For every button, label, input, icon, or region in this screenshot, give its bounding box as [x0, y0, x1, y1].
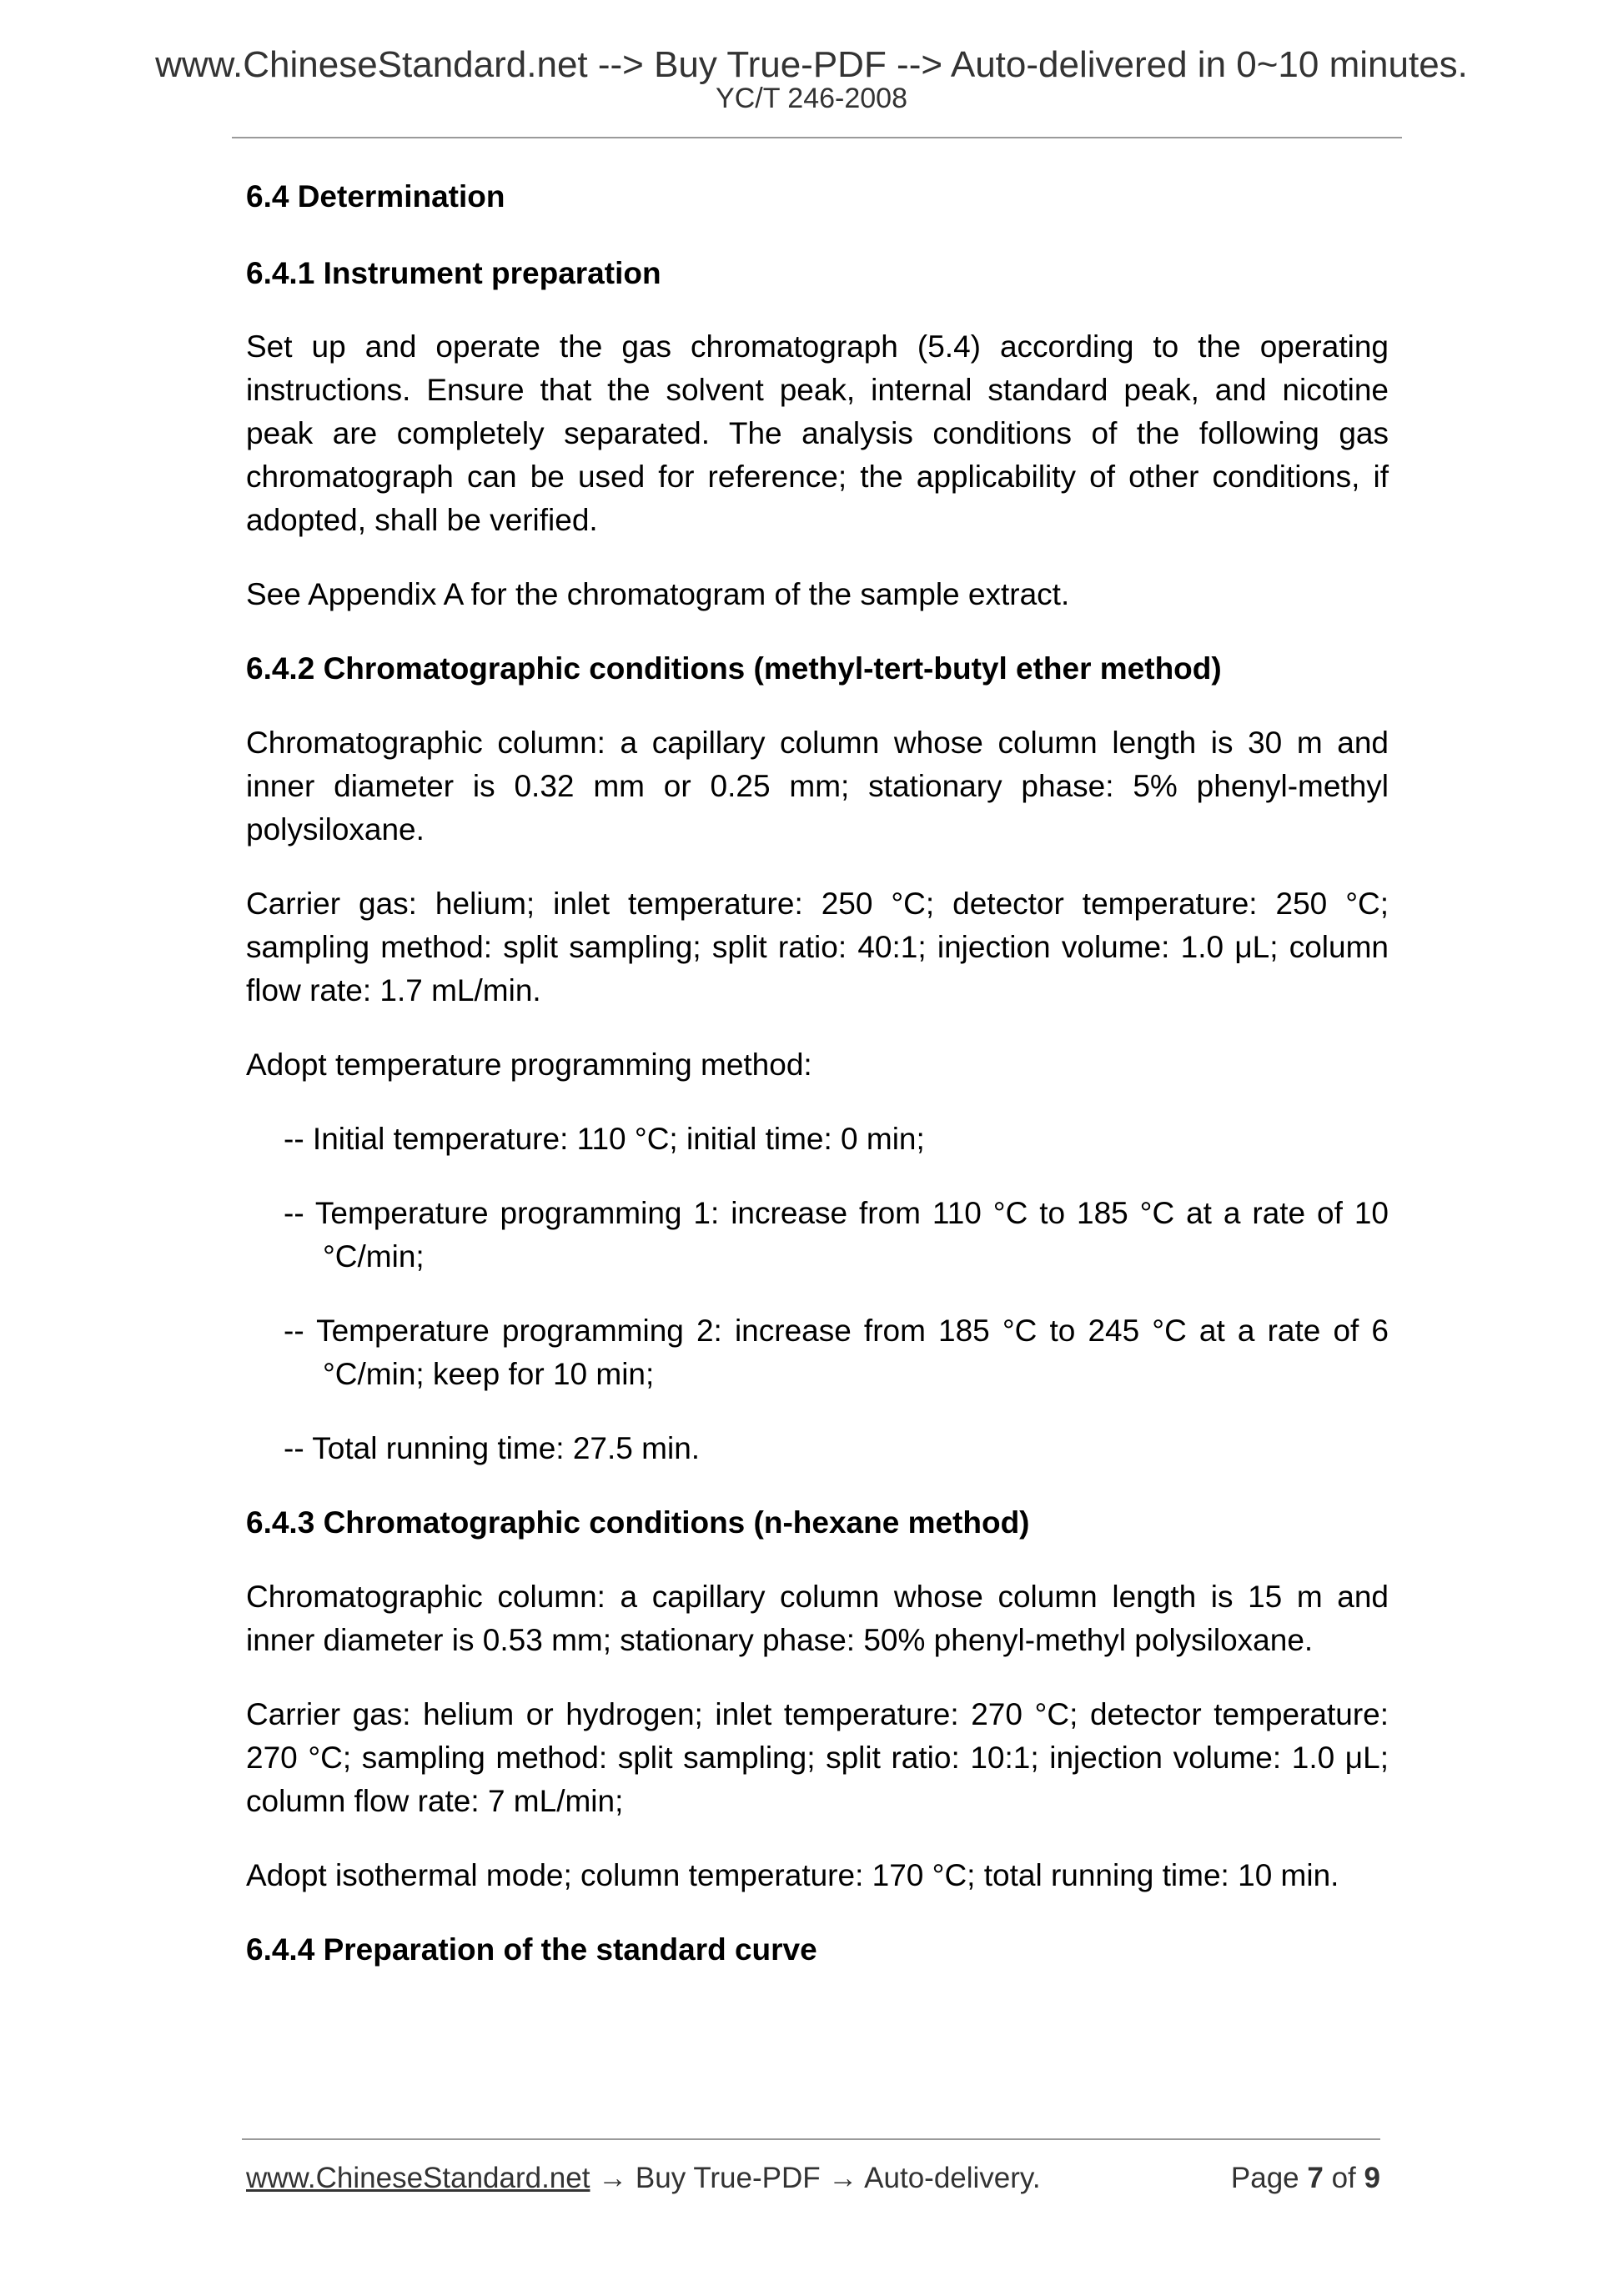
list-item: -- Total running time: 27.5 min.	[284, 1431, 701, 1465]
paragraph-column-hexane: Chromatographic column: a capillary column whose column length is 15 m and inner diameter is 0.53 mm; stationary phase: 50% phenyl-methyl polysiloxane.	[246, 1580, 1389, 1657]
paragraph-instrument-setup: Set up and operate the gas chromatograph (5.4) according to the operating instructions. Ensure that the solvent peak, internal standard peak, and nicotine peak are completely separated. The analysis conditions of the following gas chromatograph can be used for reference; the applicability of other conditions, if adopted, shall be verified.	[246, 329, 1389, 537]
heading-6-4: 6.4 Determination	[246, 179, 505, 214]
document-id: YC/T 246-2008	[716, 83, 907, 114]
list-item: -- Temperature programming 2: increase from 185 °C to 245 °C at a rate of 6 °C/min; keep for 10 min;	[284, 1314, 1389, 1391]
heading-6-4-1: 6.4.1 Instrument preparation	[246, 256, 661, 290]
of-label: of	[1331, 2162, 1356, 2194]
page-label: Page	[1230, 2162, 1299, 2194]
list-item: -- Temperature programming 1: increase from 110 °C to 185 °C at a rate of 10 °C/min;	[284, 1196, 1389, 1274]
header-divider	[232, 137, 1402, 138]
paragraph-carrier-mtbe: Carrier gas: helium; inlet temperature: 250 °C; detector temperature: 250 °C; sampling method: split sampling; split ratio: 40:1; injection volume: 1.0 μL; column flow rate: 1.7 mL/min.	[246, 887, 1389, 1007]
heading-6-4-2: 6.4.2 Chromatographic conditions (methyl-tert-butyl ether method)	[246, 651, 1222, 686]
page-total: 9	[1364, 2162, 1380, 2194]
paragraph-column-mtbe: Chromatographic column: a capillary column whose column length is 30 m and inner diameter is 0.32 mm or 0.25 mm; stationary phase: 5% phenyl-methyl polysiloxane.	[246, 726, 1389, 847]
paragraph-carrier-hexane: Carrier gas: helium or hydrogen; inlet temperature: 270 °C; detector temperature: 270 °C; sampling method: split sampling; split ratio: 10:1; injection volume: 1.0 μL; column flow rate: 7 mL/min;	[246, 1697, 1389, 1818]
paragraph-appendix-ref: See Appendix A for the chromatogram of the sample extract.	[246, 577, 1070, 611]
footer-tagline: → Buy True-PDF → Auto-delivery.	[590, 2162, 1041, 2194]
page-indicator	[1231, 2160, 1380, 2197]
footer-divider	[242, 2138, 1380, 2140]
paragraph-isothermal: Adopt isothermal mode; column temperature: 170 °C; total running time: 10 min.	[246, 1858, 1339, 1892]
paragraph-temp-programming: Adopt temperature programming method:	[246, 1048, 812, 1082]
heading-6-4-3: 6.4.3 Chromatographic conditions (n-hexane method)	[246, 1505, 1030, 1540]
page-number: 7	[1307, 2162, 1324, 2194]
page-footer	[246, 2160, 1380, 2197]
list-item: -- Initial temperature: 110 °C; initial time: 0 min;	[284, 1122, 925, 1156]
page-content	[246, 175, 1389, 1972]
header-banner: www.ChineseStandard.net --> Buy True-PDF --> Auto-delivered in 0~10 minutes.	[155, 44, 1468, 85]
heading-6-4-4: 6.4.4 Preparation of the standard curve	[246, 1932, 817, 1967]
footer-site-link[interactable]: www.ChineseStandard.net	[246, 2162, 590, 2194]
